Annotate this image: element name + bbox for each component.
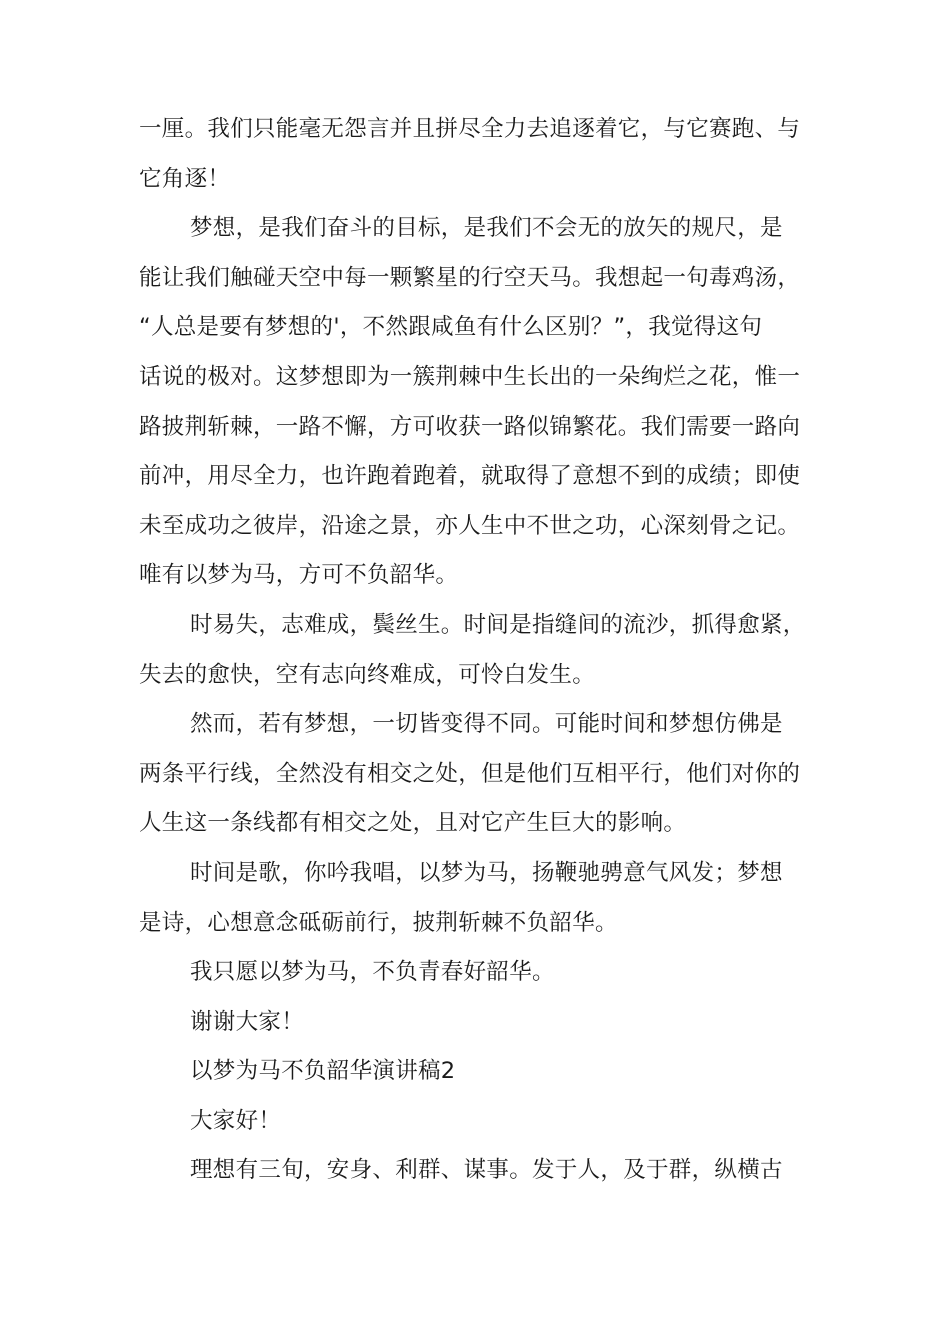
text-line: 时间是歌，你吟我唱，以梦为马，扬鞭驰骋意气风发；梦想 — [190, 859, 783, 886]
text-line: 是诗，心想意念砥砺前行，披荆斩棘不负韶华。 — [139, 909, 618, 936]
text-line: 一厘。我们只能毫无怨言并且拼尽全力去追逐着它，与它赛跑、与 — [139, 116, 801, 142]
text-line: 然而，若有梦想，一切皆变得不同。可能时间和梦想仿佛是 — [190, 711, 783, 738]
document-body — [139, 105, 839, 1196]
text-line: 理想有三旬，安身、利群、谋事。发于人，及于群，纵横古 — [190, 1157, 783, 1184]
text-line: 我只愿以梦为马，不负青春好韶华。 — [190, 959, 555, 986]
text-line: 谢谢大家！ — [190, 1008, 305, 1035]
text-line: 梦想，是我们奋斗的目标，是我们不会无的放矢的规尺，是 — [190, 215, 783, 242]
text-line: 前冲，用尽全力，也许跑着跑着，就取得了意想不到的成绩；即使 — [139, 463, 801, 490]
text-line: 路披荆斩棘，一路不懈，方可收获一路似锦繁花。我们需要一路向 — [139, 413, 801, 440]
section-heading: 以梦为马不负韶华演讲稿2 — [190, 1058, 456, 1085]
text-line: 唯有以梦为马，方可不负韶华。 — [139, 562, 459, 589]
text-line: 话说的极对。这梦想即为一簇荆棘中生长出的一朵绚烂之花，惟一 — [139, 363, 801, 390]
text-line: “人总是要有梦想的'，不然跟咸鱼有什么区别？”，我觉得这句 — [139, 314, 763, 341]
text-line: 人生这一条线都有相交之处，且对它产生巨大的影响。 — [139, 810, 687, 837]
text-line: 时易失，志难成，鬓丝生。时间是指缝间的流沙，抓得愈紧， — [190, 611, 806, 638]
text-line: 大家好！ — [190, 1107, 282, 1134]
text-line: 失去的愈快，空有志向终难成，可怜白发生。 — [139, 661, 596, 688]
text-line: 它角逐！ — [139, 165, 231, 192]
text-line: 未至成功之彼岸，沿途之景，亦人生中不世之功，心深刻骨之记。 — [139, 512, 801, 539]
text-line: 两条平行线，全然没有相交之处，但是他们互相平行，他们对你的 — [139, 760, 801, 787]
text-line: 能让我们触碰天空中每一颗繁星的行空天马。我想起一句毒鸡汤， — [139, 264, 801, 291]
